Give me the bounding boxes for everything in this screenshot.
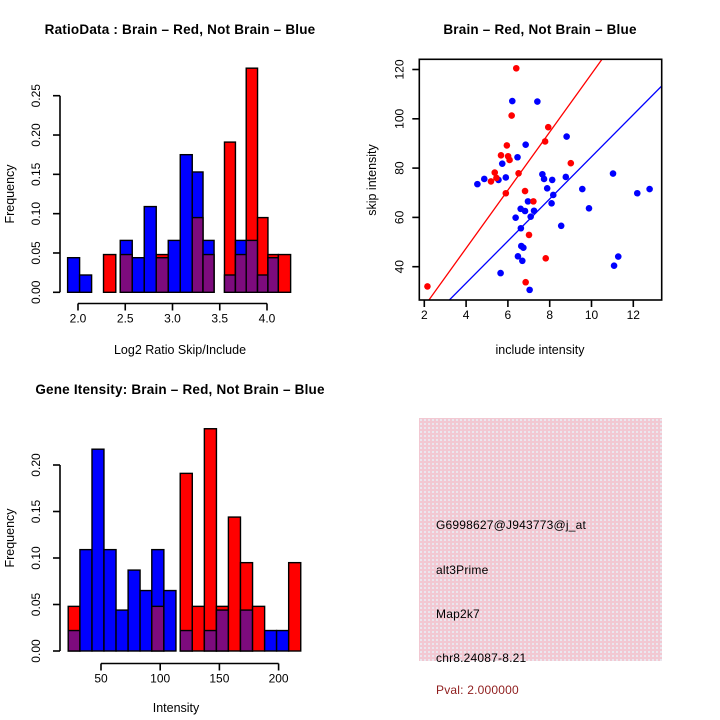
x-tick-label: 3.0 (164, 311, 181, 326)
brain-point (515, 170, 522, 177)
histogram-bar (144, 207, 156, 293)
histogram-bar (116, 610, 128, 651)
splice-type-text: alt3Prime (436, 563, 489, 577)
x-tick-label: 2.5 (116, 311, 134, 326)
y-tick-label: 0.25 (29, 84, 43, 108)
notbrain-point (481, 176, 488, 183)
x-tick-label: 2.0 (69, 311, 87, 326)
notbrain-point (549, 177, 556, 184)
notbrain-point (634, 190, 641, 197)
histogram-bar-overlap (235, 255, 246, 293)
notbrain-point (520, 244, 527, 251)
brain-fit-line (429, 59, 602, 300)
y-tick-label: 0.05 (29, 241, 43, 265)
probe-id-text: G6998627@J943773@j_at (436, 518, 587, 532)
histogram-bar (168, 240, 180, 292)
histogram-bar-overlap (204, 631, 216, 651)
chromosome-location-text: chr8.24087-8.21 (436, 651, 527, 665)
notbrain-point (522, 141, 529, 148)
histogram-bar-overlap (152, 606, 164, 651)
y-tick-label: 0.20 (29, 453, 43, 477)
gene-info-card (419, 418, 662, 697)
brain-point (498, 152, 505, 159)
y-tick-label: 100 (392, 108, 407, 129)
histogram-bar-overlap (246, 240, 257, 292)
histogram-bar (80, 550, 92, 651)
x-tick-label: 50 (94, 671, 108, 686)
notbrain-point (519, 257, 526, 264)
histogram-bar (228, 517, 240, 651)
brain-point (526, 232, 533, 239)
x-tick-label: 3.5 (211, 311, 229, 326)
y-tick-label: 0.15 (29, 499, 43, 524)
histogram-bar (224, 142, 235, 292)
gene-histogram-xlabel: Intensity (152, 701, 200, 715)
histogram-bar (92, 449, 104, 651)
x-tick-label: 2 (420, 308, 428, 322)
notbrain-point (514, 154, 521, 161)
histogram-bar-overlap (216, 610, 228, 651)
x-tick-label: 200 (268, 671, 289, 686)
notbrain-point (527, 213, 534, 220)
histogram-bar (68, 258, 80, 293)
scatter-xlabel: include intensity (495, 343, 585, 357)
y-tick-label: 60 (392, 210, 407, 225)
histogram-bar (253, 606, 265, 651)
y-tick-label: 0.20 (29, 123, 43, 147)
gene-histogram-ylabel: Frequency (3, 508, 17, 568)
y-tick-label: 0.00 (29, 280, 43, 304)
histogram-bar (180, 155, 192, 293)
histogram-bar-overlap (203, 255, 214, 293)
x-tick-label: 4.0 (258, 311, 276, 326)
histogram-bar-overlap (192, 218, 203, 293)
y-tick-label: 0.00 (29, 639, 43, 663)
x-tick-label: 10 (584, 308, 599, 322)
histogram-bar (104, 550, 116, 651)
brain-point (522, 279, 529, 286)
plot-box (419, 59, 661, 300)
gene-histogram-title: Gene Itensity: Brain – Red, Not Brain – Blue (35, 382, 325, 397)
notbrain-point (586, 205, 593, 212)
histogram-bar (164, 591, 176, 651)
y-tick-label: 0.10 (29, 201, 43, 226)
brain-point (504, 142, 511, 149)
brain-point (493, 175, 500, 182)
notbrain-point (518, 225, 525, 232)
notbrain-point (550, 192, 557, 199)
y-tick-label: 40 (392, 260, 407, 274)
histogram-bar-overlap (258, 275, 268, 292)
ratio-histogram-xlabel: Log2 Ratio Skip/Include (113, 343, 247, 357)
ratio-histogram-plot (0, 0, 360, 360)
histogram-bar (80, 275, 92, 292)
brain-point (568, 160, 575, 167)
notbrain-point (544, 185, 551, 192)
histogram-bar-overlap (268, 258, 278, 293)
histogram-bar (278, 255, 290, 293)
brain-point (530, 198, 537, 205)
notbrain-point (611, 262, 618, 269)
histogram-bar (104, 255, 116, 293)
notbrain-point (615, 253, 622, 260)
notbrain-point (509, 98, 516, 105)
notbrain-point (558, 222, 565, 229)
brain-point (542, 138, 549, 145)
notbrain-point (531, 207, 538, 214)
histogram-bar-overlap (120, 255, 132, 293)
histogram-bar-overlap (180, 631, 192, 651)
histogram-bar (277, 631, 289, 651)
scatter-title: Brain – Red, Not Brain – Blue (443, 22, 637, 37)
notbrain-point (563, 133, 570, 140)
histogram-bar-overlap (156, 258, 168, 293)
histogram-bar (180, 473, 192, 651)
brain-point (488, 178, 495, 185)
notbrain-point (534, 98, 541, 105)
x-tick-label: 100 (150, 671, 171, 686)
x-tick-label: 4 (462, 308, 470, 322)
notbrain-point (526, 287, 533, 294)
brain-point (542, 255, 549, 262)
gene-histogram-plot (0, 360, 360, 720)
notbrain-point (522, 208, 529, 215)
histogram-bar (265, 631, 277, 651)
notbrain-point (499, 160, 506, 167)
histogram-bar-overlap (240, 610, 252, 651)
histogram-bar (132, 258, 144, 293)
x-tick-label: 8 (546, 308, 554, 322)
notbrain-point (579, 186, 586, 193)
y-tick-label: 0.15 (29, 162, 43, 187)
ratio-histogram-ylabel: Frequency (3, 164, 17, 224)
notbrain-point (541, 176, 548, 183)
pval-text: Pval: 2.000000 (436, 683, 519, 697)
histogram-bar (289, 563, 301, 651)
histogram-bar-overlap (224, 275, 235, 292)
y-tick-label: 0.10 (29, 546, 43, 570)
notbrain-point (497, 270, 504, 277)
notbrain-point (512, 214, 519, 221)
notbrain-point (474, 181, 481, 188)
gene-name-text: Map2k7 (436, 607, 480, 621)
brain-point (508, 112, 515, 119)
brain-point (522, 188, 529, 195)
histogram-bar-overlap (68, 631, 80, 651)
brain-point (545, 124, 552, 131)
brain-point (424, 283, 431, 290)
histogram-bar (192, 606, 204, 651)
histogram-bar (204, 429, 216, 651)
y-tick-label: 80 (392, 161, 407, 175)
brain-point (503, 190, 510, 197)
y-tick-label: 0.05 (29, 592, 43, 617)
ratio-histogram-title: RatioData : Brain – Red, Not Brain – Blue (44, 22, 316, 37)
notbrain-point (562, 174, 569, 181)
histogram-bar (140, 591, 152, 651)
x-tick-label: 6 (504, 308, 512, 322)
brain-point (506, 157, 513, 164)
x-tick-label: 12 (626, 308, 640, 322)
brain-point (513, 65, 520, 72)
x-tick-label: 150 (209, 671, 230, 686)
notbrain-point (610, 170, 617, 177)
notbrain-point (548, 200, 555, 207)
scatter-ylabel: skip intensity (365, 144, 379, 216)
y-tick-label: 120 (392, 59, 407, 80)
histogram-bar (128, 570, 140, 651)
notbrain-point (646, 186, 653, 193)
scatter-plot (360, 0, 720, 360)
notbrain-point (503, 174, 510, 181)
